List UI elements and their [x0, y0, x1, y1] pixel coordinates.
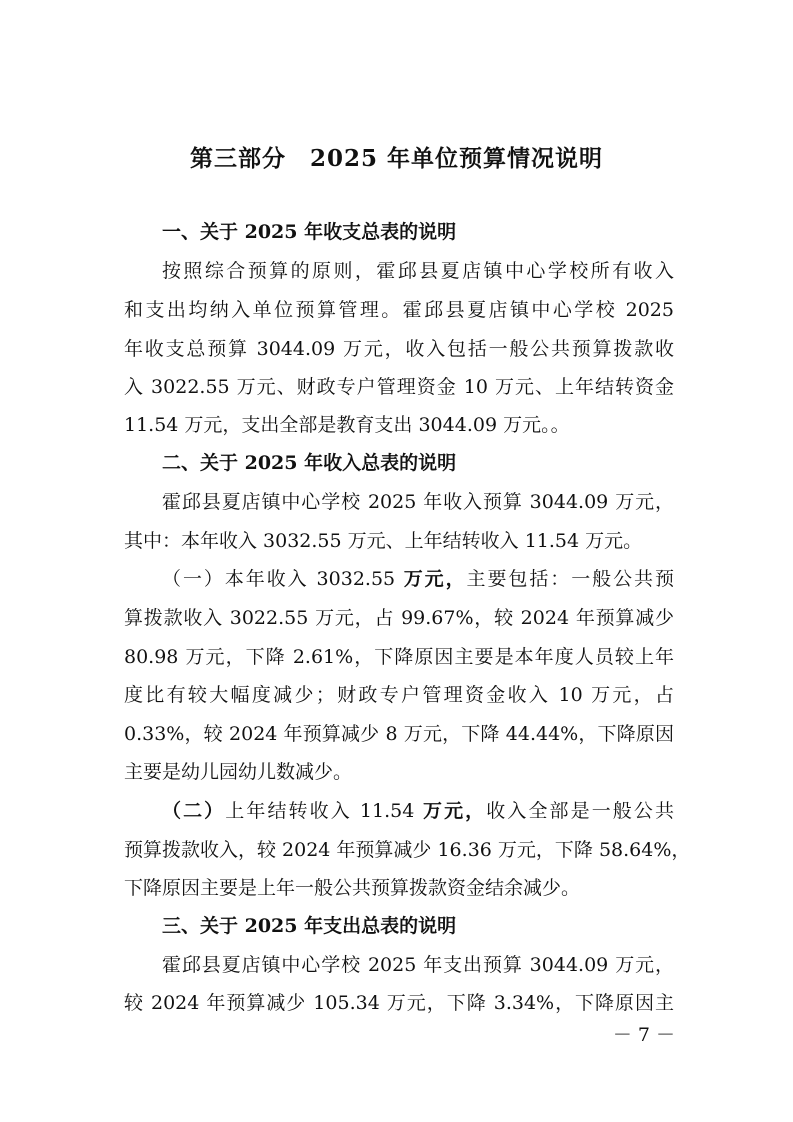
paragraph-line: 11.54 万元，支出全部是教育支出 3044.09 万元。。 [124, 414, 570, 436]
paragraph-line: 霍邱县夏店镇中心学校 2025 年支出预算 3044.09 万元， [162, 954, 674, 976]
lead-unit: 万元， [395, 568, 467, 590]
lead-rest: 主要包括：一般公共预 [466, 568, 674, 590]
paragraph-line: 算拨款收入 3022.55 万元，占 99.67%，较 2024 年预算减少 [124, 607, 674, 629]
lead-text: （一）本年收入 3032.55 [162, 568, 396, 590]
page-number: － 7 － [612, 1024, 675, 1046]
section-2-heading: 二、关于 2025 年收入总表的说明 [162, 452, 457, 474]
lead-rest: 收入全部是一般公共 [486, 800, 674, 822]
paragraph-line: 80.98 万元，下降 2.61%，下降原因主要是本年度人员较上年 [124, 646, 674, 668]
title-part: 第三部分 [189, 145, 286, 172]
paragraph-line: 年收支总预算 3044.09 万元，收入包括一般公共预算拨款收 [124, 338, 674, 360]
subsection-2-lead [162, 799, 674, 823]
lead-number: （二） [162, 800, 226, 822]
paragraph-line: 和支出均纳入单位预算管理。霍邱县夏店镇中心学校 2025 [124, 299, 674, 321]
paragraph-line: 入 3022.55 万元、财政专户管理资金 10 万元、上年结转资金 [124, 376, 674, 398]
page-title [0, 140, 793, 173]
paragraph-line: 度比有较大幅度减少；财政专户管理资金收入 10 万元，占 [124, 684, 674, 706]
paragraph-line: 较 2024 年预算减少 105.34 万元，下降 3.34%，下降原因主 [124, 992, 674, 1014]
lead-unit: 万元， [414, 800, 487, 822]
paragraph-line: 0.33%，较 2024 年预算减少 8 万元，下降 44.44%，下降原因 [124, 723, 674, 745]
paragraph-line: 下降原因主要是上年一般公共预算拨款资金结余减少。 [124, 877, 581, 899]
lead-text: 上年结转收入 11.54 [225, 800, 415, 822]
paragraph-line: 霍邱县夏店镇中心学校 2025 年收入预算 3044.09 万元， [162, 491, 674, 513]
subsection-1-lead [162, 567, 674, 591]
paragraph-line: 按照综合预算的原则，霍邱县夏店镇中心学校所有收入 [162, 260, 674, 282]
title-name: 2025 年单位预算情况说明 [309, 145, 604, 172]
paragraph-line: 主要是幼儿园幼儿数减少。 [124, 761, 353, 783]
paragraph-line: 其中：本年收入 3032.55 万元、上年结转收入 11.54 万元。 [124, 530, 643, 552]
paragraph-line: 预算拨款收入，较 2024 年预算减少 16.36 万元，下降 58.64%， [124, 839, 691, 861]
section-3-heading: 三、关于 2025 年支出总表的说明 [162, 915, 457, 937]
section-1-heading: 一、关于 2025 年收支总表的说明 [162, 221, 457, 243]
